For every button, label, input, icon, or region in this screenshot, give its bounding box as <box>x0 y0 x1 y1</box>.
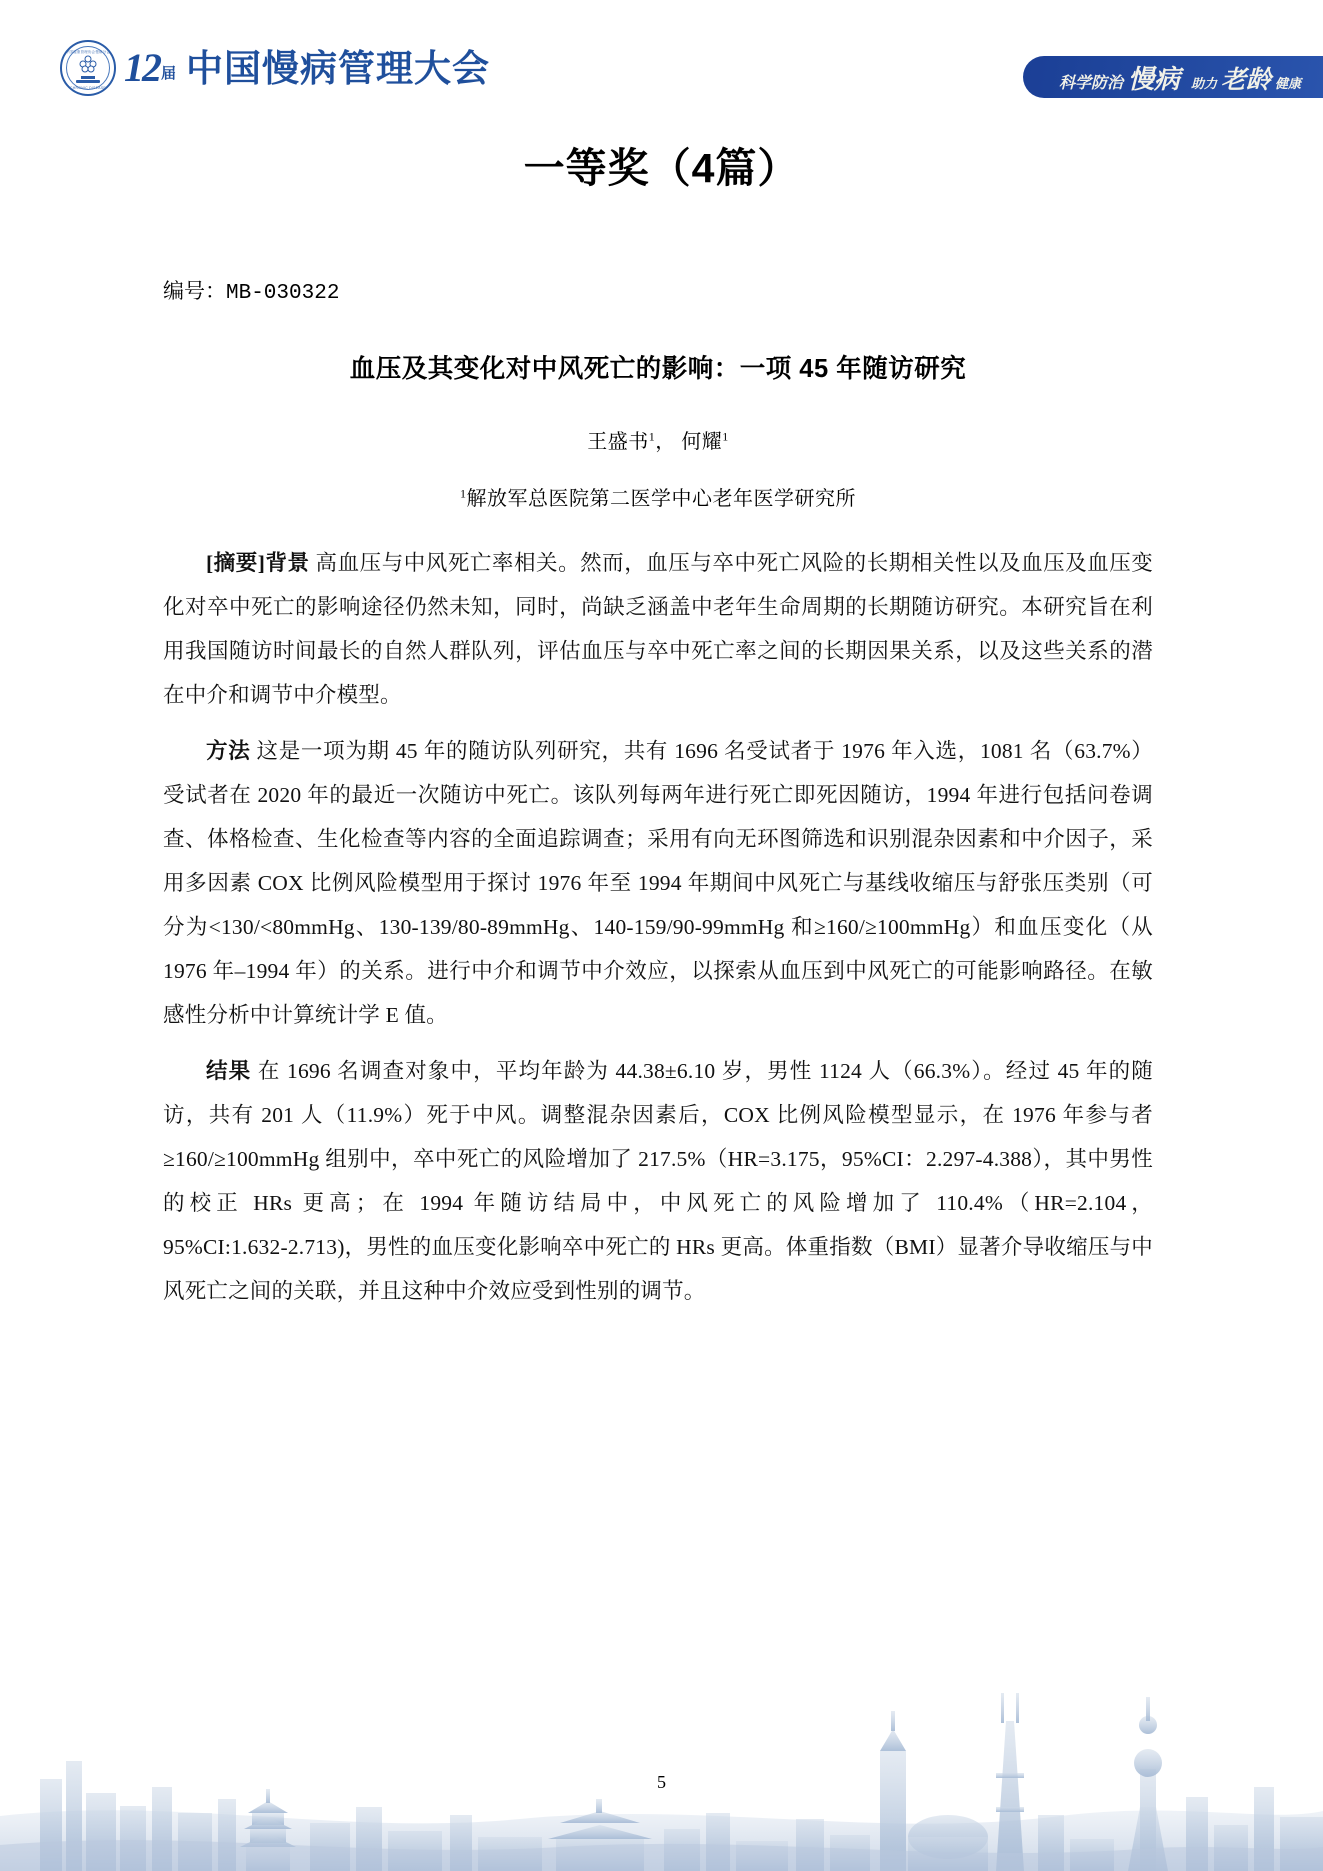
author-affiliation-marker-1: 1 <box>648 429 656 444</box>
paper-title: 血压及其变化对中风死亡的影响：一项 45 年随访研究 <box>349 355 967 383</box>
abstract-background-text: 高血压与中风死亡率相关。然而，血压与卒中死亡风险的长期相关性以及血压及血压变化对卒中死亡的影响途径仍然未知，同时，尚缺乏涵盖中老年生命周期的长期随访研究。本研究旨在利用我国随访时间最长的自然人群队列，评估血压与卒中死亡率之间的长期因果关系，以及这些关系的潜在中介和调节中介模型。 <box>163 551 1154 707</box>
paper-id-value: MB-030322 <box>226 282 340 305</box>
conference-name: 中国慢病管理大会 <box>186 47 491 89</box>
abstract-results-paragraph <box>163 1049 1153 1313</box>
seal-base-shape <box>76 80 100 83</box>
slogan-part-3: 助力 <box>1190 75 1217 91</box>
paper-affiliation <box>163 482 1153 511</box>
affiliation-marker: 1 <box>460 486 467 501</box>
abstract-methods-heading: 方法 <box>206 739 251 763</box>
author-name-2: 何耀 <box>681 431 723 453</box>
page-number: 5 <box>657 1772 666 1792</box>
slogan-banner <box>1023 56 1323 98</box>
slogan-part-4: 老龄 <box>1221 66 1272 94</box>
slogan-part-2: 慢病 <box>1127 64 1180 94</box>
paper-id-line <box>163 275 1153 305</box>
abstract-background-heading: [摘要]背景 <box>206 551 310 575</box>
abstract-background-paragraph <box>163 541 1153 717</box>
city-skyline-decoration <box>0 1601 1323 1871</box>
page-header <box>0 38 1323 110</box>
plum-blossom-icon <box>80 55 97 72</box>
award-section-title: 一等奖（4篇） <box>523 145 800 191</box>
slogan-text <box>1045 59 1301 96</box>
conference-logo <box>60 40 490 96</box>
abstract-methods-text: 这是一项为期 45 年的随访队列研究，共有 1696 名受试者于 1976 年入选，1081 名（63.7%）受试者在 2020 年的最近一次随访中死亡。该队列每两年进行死亡即死因随访，1994 年进行包括问卷调查、体格检查、生化检查等内容的全面追踪调查；采用有向无环图筛选和识别混杂因素和中介因子，采用多因素 COX 比例风险模型用于探讨 1976 年至 1994 年期间中风死亡与基线收缩压与舒张压类别（可分为<130/<80mmHg、130‑139/80‑89mmHg、140‑159/90‑99mmHg 和≥160/≥100mmHg）和血压变化（从 1976 年–1994 年）的关系。进行中介和调节中介效应，以探索从血压到中风死亡的可能影响路径。在敏感性分析中计算统计学 E 值。 <box>163 739 1153 1027</box>
paper-content <box>163 275 1153 1325</box>
abstract-results-heading: 结果 <box>206 1059 252 1083</box>
author-name-1: 王盛书 <box>587 431 649 453</box>
author-affiliation-marker-2: 1 <box>722 429 729 444</box>
edition-number: 12 <box>124 44 160 90</box>
seal-bottom-microtext: CHRONIC DISEASE <box>70 86 106 90</box>
edition-suffix: 届 <box>161 66 177 83</box>
slogan-part-5: 健康 <box>1275 75 1302 91</box>
association-seal-icon <box>60 40 116 96</box>
edition-ordinal <box>124 44 177 90</box>
paper-authors: 王盛书$^1$， 何耀$^1$ <box>587 429 729 453</box>
abstract-results-text: 在 1696 名调查对象中，平均年龄为 44.38±6.10 岁，男性 1124 人（66.3%）。经过 45 年的随访，共有 201 人（11.9%）死于中风。调整混杂因素后，COX 比例风险模型显示，在 1976 年参与者≥160/≥100mmHg 组别中，卒中死亡的风险增加了 217.5%（HR=3.175，95%CI：2.297‑4.388），其中男性的校正 HRs 更高；在 1994 年随访结局中，中风死亡的风险增加了 110.4%（HR=2.104，95%CI:1.632‑2.713)，男性的血压变化影响卒中死亡的 HRs 更高。体重指数（BMI）显著介导收缩压与中风死亡之间的关联，并且这种中介效应受到性别的调节。 <box>163 1059 1154 1303</box>
affiliation-text: 解放军总医院第二医学中心老年医学研究所 <box>466 488 856 510</box>
seal-top-microtext: 中国健康管理协会慢病分会 <box>65 50 111 54</box>
slogan-part-1: 科学防治 <box>1058 74 1123 92</box>
abstract-methods-paragraph <box>163 729 1153 1037</box>
paper-id-label: 编号： <box>163 279 226 303</box>
